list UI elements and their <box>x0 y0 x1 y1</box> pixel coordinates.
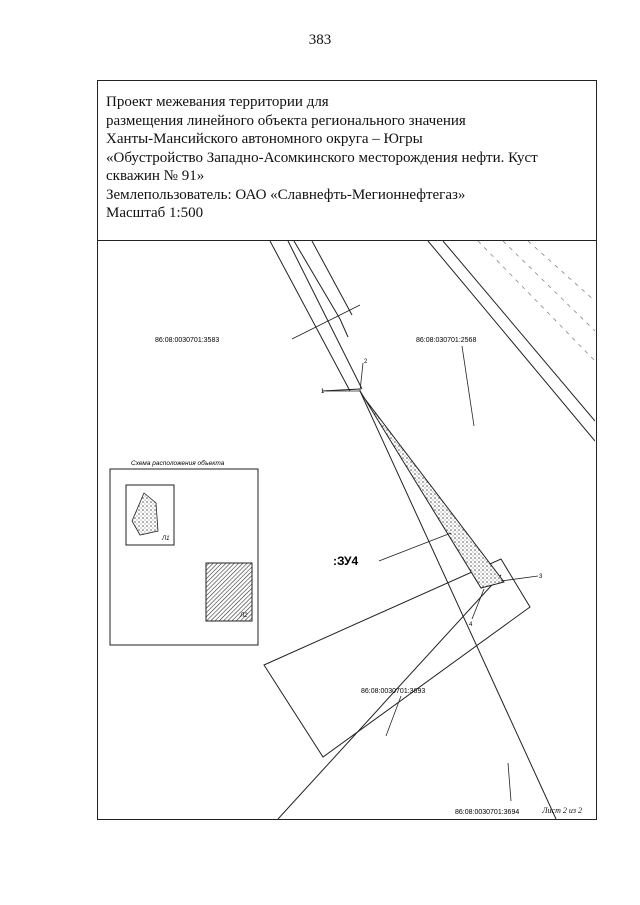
parcel-label-3694: 86:08:0030701:3694 <box>455 809 520 816</box>
sheet-number: Лист 2 из 2 <box>542 806 582 815</box>
point-label-2: 2 <box>364 359 368 365</box>
point-label-4: 4 <box>469 622 473 628</box>
parcel-label-3583: 86:08:0030701:3583 <box>155 337 220 344</box>
drawing-frame <box>97 80 597 820</box>
title-line-1: Проект межевания территории для <box>106 94 329 110</box>
land-user-line: Землепользователь: ОАО «Славнефть-Мегионнефтегаз» <box>106 186 466 203</box>
title-line-5: скважин № 91» <box>106 168 205 184</box>
inset-location-scheme <box>110 459 258 645</box>
title-line-4: «Обустройство Западно-Асомкинского месторождения нефти. Куст <box>106 149 538 166</box>
inset-label-l2: Л2 <box>240 613 248 619</box>
scale-line: Масштаб 1:500 <box>106 205 204 221</box>
inset-label-l1: Л1 <box>162 536 170 542</box>
inset-title: Схема расположения объекта <box>131 460 225 467</box>
zone-label-zu4: :ЗУ4 <box>333 554 359 568</box>
title-block <box>98 81 596 241</box>
title-line-3: Ханты-Мансийского автономного округа – Югры <box>106 131 423 147</box>
cadastral-map <box>98 241 595 819</box>
point-label-1: 1 <box>321 389 325 395</box>
parcel-boundaries <box>264 241 595 819</box>
title-line-2: размещения линейного объекта регионального значения <box>106 112 466 129</box>
road-strip <box>270 241 362 391</box>
page-number: 383 <box>308 32 332 48</box>
parcel-label-2568: 86:08:030701:2568 <box>416 337 477 344</box>
point-label-3: 3 <box>539 574 543 580</box>
dashed-strips <box>478 241 595 361</box>
parcel-label-3693: 86:08:0030701:3693 <box>361 688 426 695</box>
formed-plot-zu4 <box>360 391 504 588</box>
